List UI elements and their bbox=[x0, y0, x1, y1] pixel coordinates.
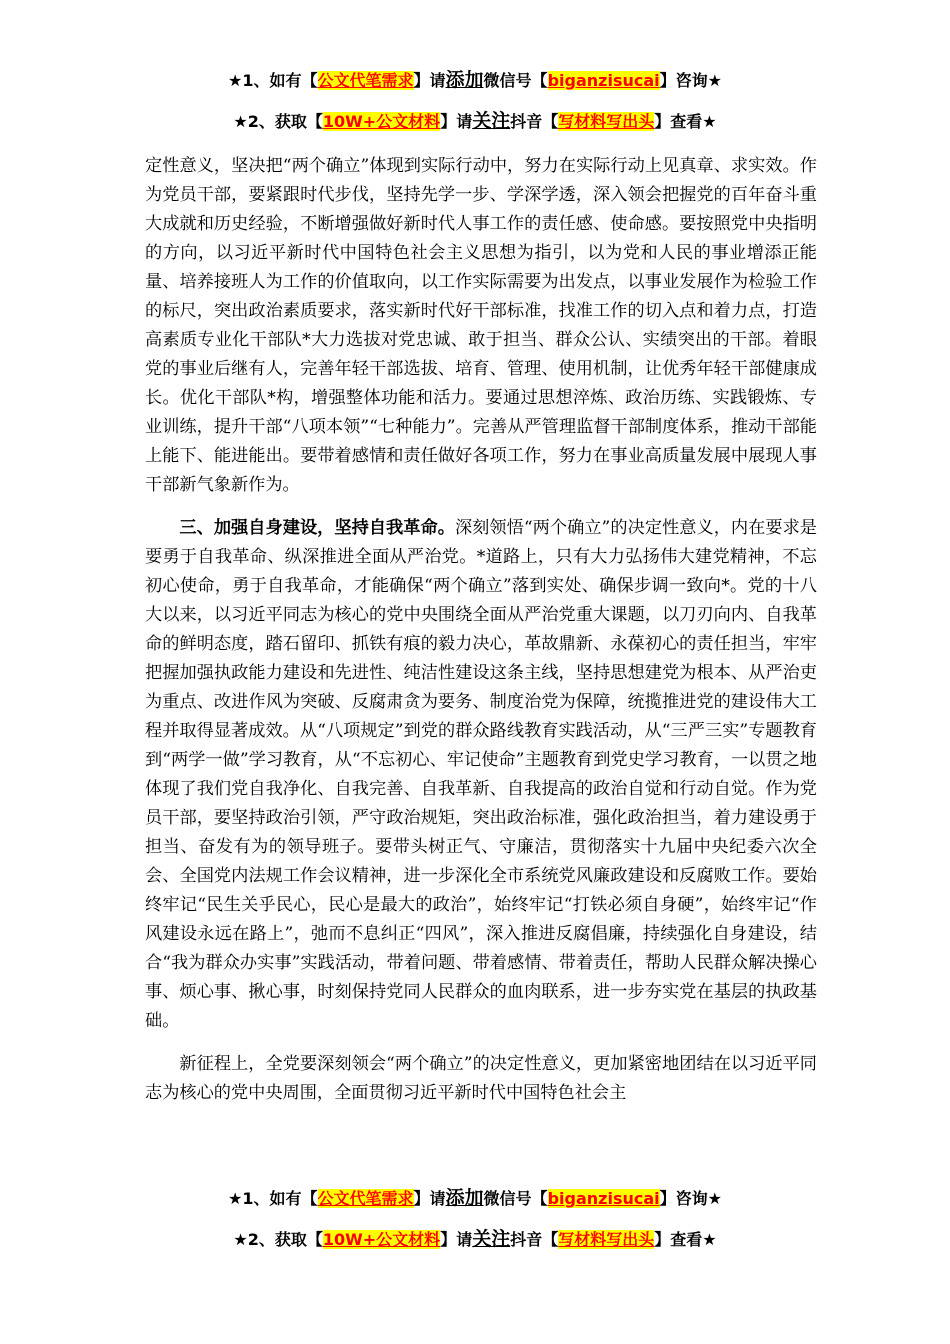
banner-emphasis: 添加 bbox=[445, 69, 484, 91]
banner-text: 抖音【 bbox=[510, 112, 559, 131]
banner-highlight: 公文代笔需求 bbox=[317, 71, 414, 90]
banner-text: 】查看★ bbox=[654, 112, 717, 131]
banner-text: ★2、获取【 bbox=[233, 1230, 323, 1249]
banner-text: 】咨询★ bbox=[659, 1189, 722, 1208]
banner-text: 】请 bbox=[440, 1230, 473, 1249]
banner-highlight: 写材料写出头 bbox=[558, 112, 655, 131]
banner-emphasis: 关注 bbox=[472, 110, 511, 132]
section-heading: 三、加强自身建设，坚持自我革命。 bbox=[179, 518, 455, 538]
top-banner-line-1 bbox=[0, 69, 950, 92]
banner-text: 】咨询★ bbox=[659, 71, 722, 90]
banner-emphasis: 添加 bbox=[445, 1187, 484, 1209]
paragraph-1: 定性意义，坚决把“两个确立”体现到实际行动中，努力在实际行动上见真章、求实效。作为党员干部，要紧跟时代步伐，坚持先学一步、学深学透，深入领会把握党的百年奋斗重大成就和历史经验，不断增强做好新时代人事工作的责任感、使命感。要按照党中央指明的方向，以习近平新时代中国特色社会主义思想为指引，以为党和人民的事业增添正能量、培养接班人为工作的价值取向，以工作实际需要为出发点，以事业发展作为检验工作的标尺，突出政治素质要求，落实新时代好干部标准，找准工作的切入点和着力点，打造高素质专业化干部队*大力选拔对党忠诚、敢于担当、群众公认、实绩突出的干部。着眼党的事业后继有人，完善年轻干部选拔、培育、管理、使用机制，让优秀年轻干部健康成长。优化干部队*构，增强整体功能和活力。要通过思想淬炼、政治历练、实践锻炼、专业训练，提升干部“八项本领”“七种能力”。完善从严管理监督干部制度体系，推动干部能上能下、能进能出。要带着感情和责任做好各项工作，努力在事业高质量发展中展现人事干部新气象新作为。 bbox=[145, 156, 817, 495]
banner-text: 微信号【 bbox=[483, 71, 548, 90]
banner-highlight: 写材料写出头 bbox=[558, 1230, 655, 1249]
banner-highlight: biganzisucai bbox=[547, 71, 660, 90]
paragraph-3: 新征程上，全党要深刻领会“两个确立”的决定性意义，更加紧密地团结在以习近平同志为核心的党中央周围，全面贯彻习近平新时代中国特色社会主 bbox=[145, 1054, 817, 1103]
banner-highlight: 10W+公文材料 bbox=[322, 112, 441, 131]
bottom-banner-line-2 bbox=[0, 1228, 950, 1251]
banner-highlight: 10W+公文材料 bbox=[322, 1230, 441, 1249]
paragraph-2-text: 深刻领悟“两个确立”的决定性意义，内在要求是要勇于自我革命、纵深推进全面从严治党。*道路上，只有大力弘扬伟大建党精神，不忘初心使命，勇于自我革命，才能确保“两个确立”落到实处、确保步调一致向*。党的十八大以来，以习近平同志为核心的党中央围绕全面从严治党重大课题，以刀刃向内、自我革命的鲜明态度，踏石留印、抓铁有痕的毅力决心，革故鼎新、永葆初心的责任担当，牢牢把握加强执政能力建设和先进性、纯洁性建设这条主线，坚持思想建党为根本、从严治吏为重点、改进作风为突破、反腐肃贪为要务、制度治党为保障，统揽推进党的建设伟大工程并取得显著成效。从“八项规定”到党的群众路线教育实践活动，从“三严三实”专题教育到“两学一做”学习教育，从“不忘初心、牢记使命”主题教育到党史学习教育，一以贯之地体现了我们党自我净化、自我完善、自我革新、自我提高的政治自觉和行动自觉。作为党员干部，要坚持政治引领，严守政治规矩，突出政治标准，强化政治担当，着力建设勇于担当、奋发有为的领导班子。要带头树正气、守廉洁，贯彻落实十九届中央纪委六次全会、全国党内法规工作会议精神，进一步深化全市系统党风廉政建设和反腐败工作。要始终牢记“民生关乎民心，民心是最大的政治”，始终牢记“打铁必须自身硬”，始终牢记“作风建设永远在路上”，弛而不息纠正“四风”，深入推进反腐倡廉，持续强化自身建设，结合“我为群众办实事”实践活动，带着问题、带着感情、带着责任，帮助人民群众解决操心事、烦心事、揪心事，时刻保持党同人民群众的血肉联系，进一步夯实党在基层的执政基础。 bbox=[145, 518, 817, 1031]
document-body bbox=[145, 152, 817, 1108]
top-banner-line-2 bbox=[0, 110, 950, 133]
banner-text: 】请 bbox=[413, 1189, 446, 1208]
banner-emphasis: 关注 bbox=[472, 1228, 511, 1250]
banner-text: 】请 bbox=[440, 112, 473, 131]
banner-text: ★2、获取【 bbox=[233, 112, 323, 131]
banner-text: ★1、如有【 bbox=[228, 1189, 318, 1208]
banner-text: 抖音【 bbox=[510, 1230, 559, 1249]
bottom-banner-line-1 bbox=[0, 1187, 950, 1210]
paragraph-2 bbox=[145, 514, 817, 1036]
banner-text: 】查看★ bbox=[654, 1230, 717, 1249]
banner-highlight: 公文代笔需求 bbox=[317, 1189, 414, 1208]
banner-highlight: biganzisucai bbox=[547, 1189, 660, 1208]
banner-text: ★1、如有【 bbox=[228, 71, 318, 90]
banner-text: 】请 bbox=[413, 71, 446, 90]
banner-text: 微信号【 bbox=[483, 1189, 548, 1208]
